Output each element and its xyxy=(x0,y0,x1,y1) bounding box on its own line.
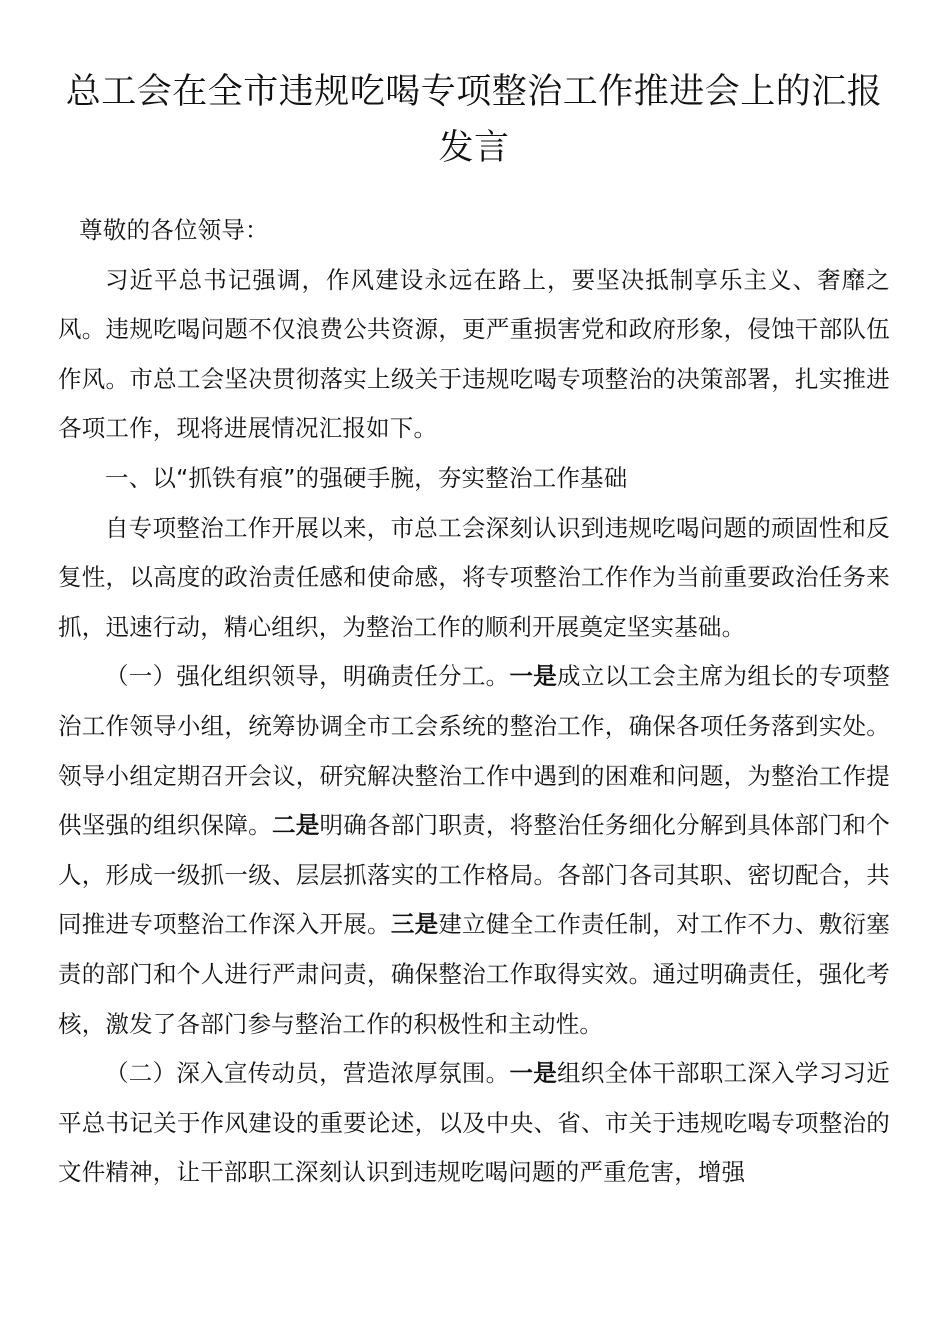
subsection-1-point-3-text: 建立健全工作责任制，对工作不力、敷衍塞责的部门和个人进行严肃问责，确保整治工作取得实效。通过明确责任，强化考核，激发了各部门参与整治工作的积极性和主动性。 xyxy=(58,910,890,1038)
intro-paragraph: 习近平总书记强调，作风建设永远在路上，要坚决抵制享乐主义、奢靡之风。违规吃喝问题不仅浪费公共资源，更严重损害党和政府形象，侵蚀干部队伍作风。市总工会坚决贯彻落实上级关于违规吃喝专项整治的决策部署，扎实推进各项工作，现将进展情况汇报如下。 xyxy=(58,265,890,443)
section-1-intro-paragraph: 自专项整治工作开展以来，市总工会深刻认识到违规吃喝问题的顽固性和反复性，以高度的政治责任感和使命感，将专项整治工作作为当前重要政治任务来抓，迅速行动，精心组织，为整治工作的顺利开展奠定坚实基础。 xyxy=(58,513,890,641)
subsection-2-heading: （二）深入宣传动员，营造浓厚氛围。 xyxy=(105,1059,510,1088)
subsection-1-point-3-label: 三是 xyxy=(390,910,439,939)
title-line-1: 总工会在全市违规吃喝专项整治工作推进会上的汇报 xyxy=(65,72,883,112)
subsection-1-point-1-label: 一是 xyxy=(509,662,558,691)
subsection-2-point-1-text: 组织全体干部职工深入学习习近平总书记关于作风建设的重要论述，以及中央、省、市关于违规吃喝专项整治的文件精神，让干部职工深刻认识到违规吃喝问题的严重危害，增强 xyxy=(58,1059,890,1187)
section-1-heading: 一、以“抓铁有痕”的强硬手腕，夯实整治工作基础 xyxy=(105,463,628,492)
subsection-1-point-2-text: 明确各部门职责，将整治任务细化分解到具体部门和个人，形成一级抓一级、层层抓落实的工作格局。各部门各司其职、密切配合，共同推进专项整治工作深入开展。 xyxy=(58,811,890,939)
subsection-1-point-2-label: 二是 xyxy=(271,811,320,840)
subsection-2-point-1-label: 一是 xyxy=(509,1059,558,1088)
document-title xyxy=(58,64,890,176)
document-body xyxy=(58,206,890,1198)
salutation: 尊敬的各位领导： xyxy=(79,216,269,244)
title-line-2: 发言 xyxy=(438,128,510,168)
subsection-2-paragraph xyxy=(58,1049,890,1198)
subsection-1-point-1-text: 成立以工会主席为组长的专项整治工作领导小组，统筹协调全市工会系统的整治工作，确保各项任务落到实处。领导小组定期召开会议，研究解决整治工作中遇到的困难和问题，为整治工作提供坚强的组织保障。 xyxy=(58,662,890,840)
subsection-1-heading: （一）强化组织领导，明确责任分工。 xyxy=(105,662,510,691)
subsection-1-paragraph xyxy=(58,652,890,1049)
